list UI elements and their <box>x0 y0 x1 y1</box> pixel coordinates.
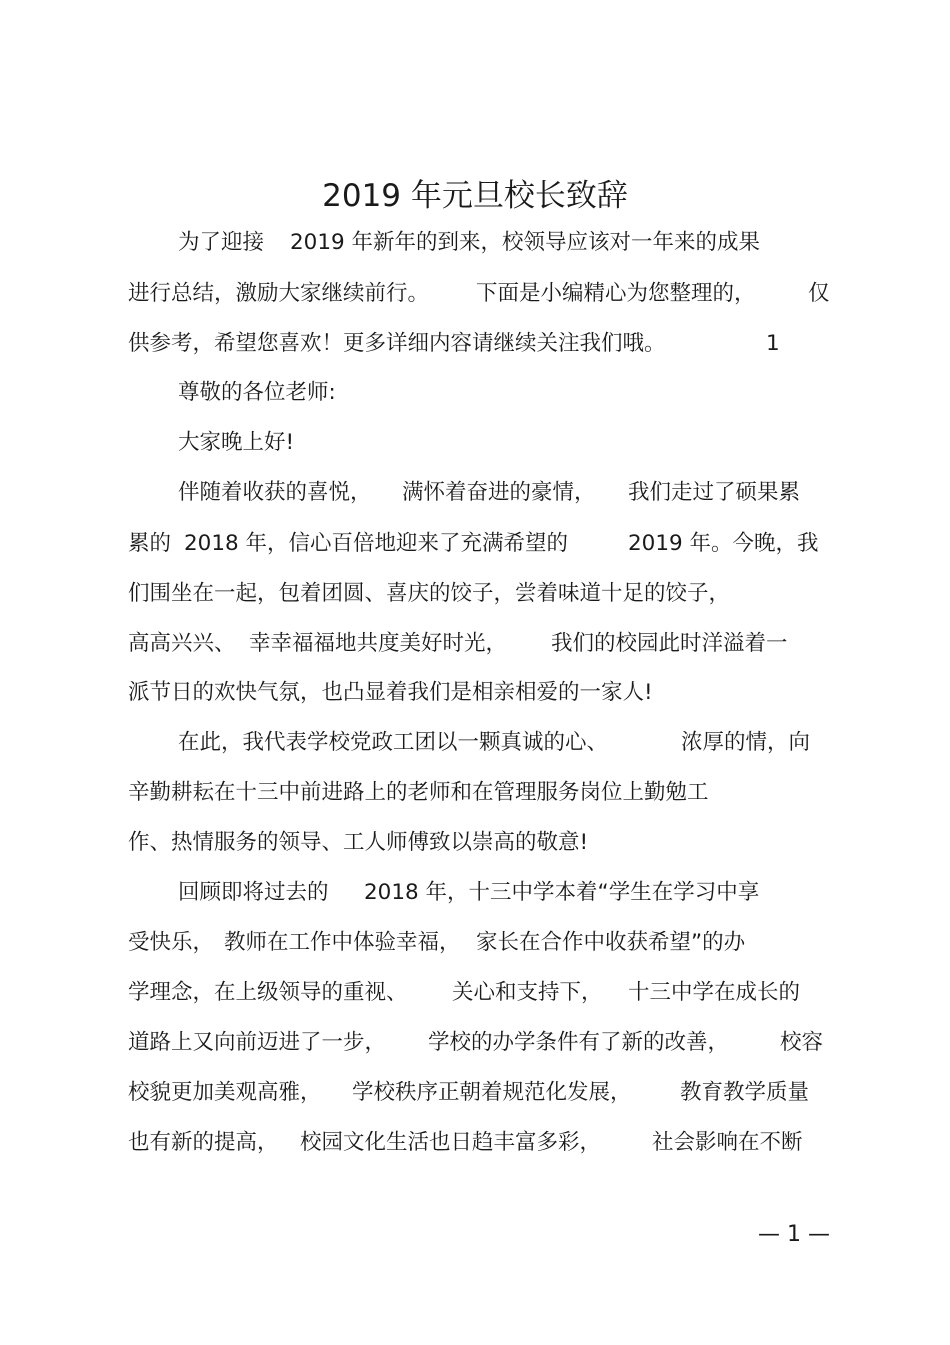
text-segment: 校园文化生活也日趋丰富多彩， <box>300 1130 602 1155</box>
text-line <box>0 776 950 810</box>
text-segment: 教育教学质量 <box>680 1080 810 1105</box>
text-line <box>0 327 950 361</box>
text-segment: 学校秩序正朝着规范化发展， <box>352 1080 632 1105</box>
document-title: 2019 年元旦校长致辞 <box>322 178 628 214</box>
text-segment: 大家晚上好! <box>178 430 295 455</box>
text-line <box>0 926 950 960</box>
text-line <box>0 826 950 860</box>
text-segment: 回顾即将过去的 <box>178 880 329 905</box>
text-segment: 也有新的提高， <box>128 1130 279 1155</box>
text-segment: 仅 <box>808 281 830 306</box>
text-segment: 学理念，在上级领导的重视、 <box>128 980 408 1005</box>
text-segment: 高高兴兴、 <box>128 631 236 656</box>
text-segment: 作、热情服务的领导、工人师傅致以崇高的敬意! <box>128 830 589 855</box>
text-line <box>0 876 950 910</box>
page-number: — 1 — <box>758 1222 830 1247</box>
text-line <box>0 577 950 611</box>
text-line <box>0 1026 950 1060</box>
text-line <box>0 527 950 561</box>
text-segment: 派节日的欢快气氛，也凸显着我们是相亲相爱的一家人! <box>128 680 653 705</box>
text-segment: 伴随着收获的喜悦， <box>178 480 372 505</box>
text-segment: 校貌更加美观高雅， <box>128 1080 322 1105</box>
text-segment: 为了迎接 <box>178 230 265 255</box>
text-segment: 浓厚的情，向 <box>681 730 811 755</box>
text-line <box>0 376 950 410</box>
text-line <box>0 476 950 510</box>
text-segment: 供参考，希望您喜欢！更多详细内容请继续关注我们哦。 <box>128 331 666 356</box>
text-line <box>0 1076 950 1110</box>
text-segment: 1 <box>766 331 780 356</box>
text-segment: 校容 <box>780 1030 824 1055</box>
text-segment: 满怀着奋进的豪情， <box>402 480 596 505</box>
text-segment: 下面是小编精心为您整理的， <box>476 281 756 306</box>
text-segment: 2019 年。今晚，我 <box>628 531 819 556</box>
text-line <box>0 226 950 260</box>
text-line <box>0 627 950 661</box>
text-segment: 2019 年新年的到来，校领导应该对一年来的成果 <box>290 230 761 255</box>
text-line <box>0 277 950 311</box>
text-segment: 2018 年，十三中学本着“学生在学习中享 <box>364 880 760 905</box>
text-segment: 2018 年，信心百倍地迎来了充满希望的 <box>184 531 569 556</box>
text-segment: 尊敬的各位老师: <box>178 380 336 405</box>
text-segment: 教师在工作中体验幸福， <box>224 930 461 955</box>
text-segment: 关心和支持下， <box>452 980 603 1005</box>
text-segment: 辛勤耕耘在十三中前进路上的老师和在管理服务岗位上勤勉工 <box>128 780 709 805</box>
text-segment: 我们的校园此时洋溢着一 <box>551 631 788 656</box>
text-segment: 们围坐在一起，包着团圆、喜庆的饺子，尝着味道十足的饺子， <box>128 581 731 606</box>
text-line <box>0 726 950 760</box>
text-segment: 我们走过了硕果累 <box>628 480 801 505</box>
text-segment: 社会影响在不断 <box>652 1130 803 1155</box>
text-segment: 受快乐， <box>128 930 215 955</box>
text-line <box>0 976 950 1010</box>
text-segment: 道路上又向前迈进了一步， <box>128 1030 387 1055</box>
text-segment: 幸幸福福地共度美好时光， <box>249 631 508 656</box>
text-line <box>0 676 950 710</box>
text-segment: 十三中学在成长的 <box>628 980 801 1005</box>
text-segment: 家长在合作中收获希望”的办 <box>476 930 746 955</box>
text-line <box>0 1126 950 1160</box>
text-segment: 进行总结，激励大家继续前行。 <box>128 281 430 306</box>
text-line <box>0 426 950 460</box>
text-segment: 学校的办学条件有了新的改善， <box>428 1030 730 1055</box>
text-segment: 在此，我代表学校党政工团以一颗真诚的心、 <box>178 730 609 755</box>
text-segment: 累的 <box>128 531 172 556</box>
